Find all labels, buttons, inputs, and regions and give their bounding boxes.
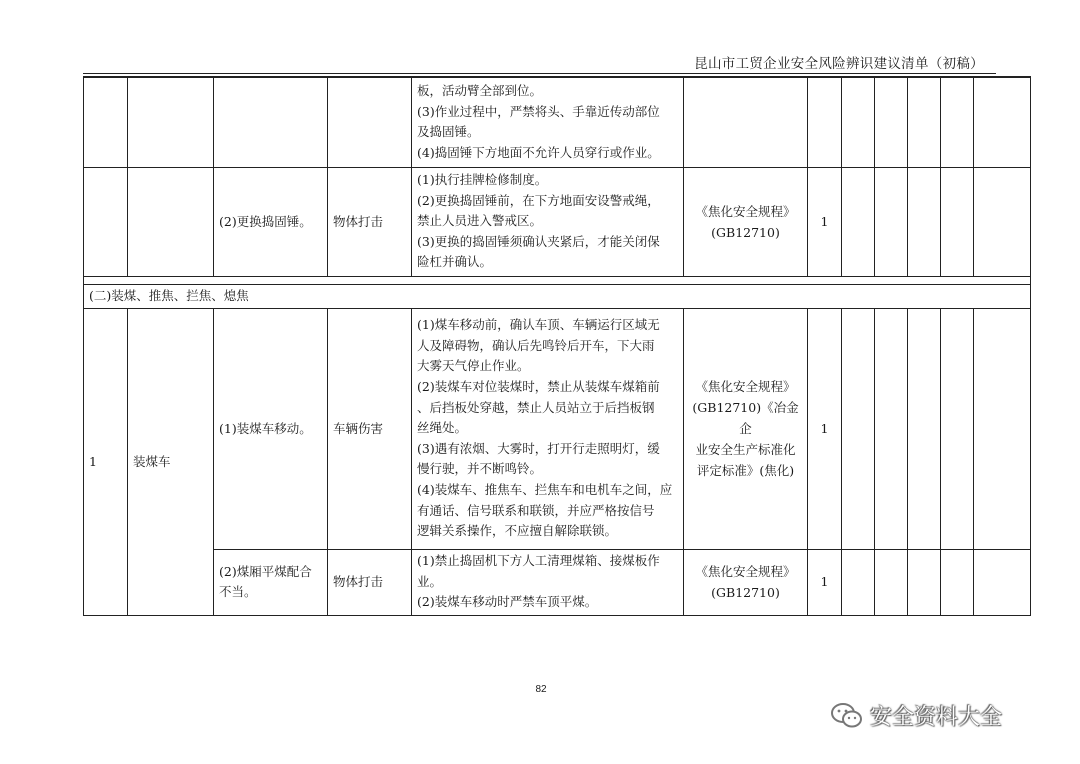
section-row [84,284,1031,308]
cell-blank [974,549,1031,615]
measure-line: 及捣固锤。 [417,124,480,140]
cell-equipment [128,77,214,167]
measure-line: 有通话、信号联系和联锁，并应严格按信号 [417,502,655,518]
page-number: 82 [535,684,547,695]
measure-line: (2)更换捣固锤前，在下方地面安设警戒绳， [417,192,660,208]
cell-level: 1 [808,549,842,615]
table-row-continued [84,77,1031,167]
cell-blank [974,77,1031,167]
cell-blank [908,308,941,549]
measure-line: 逻辑关系操作，不应擅自解除联锁。 [417,523,618,539]
header-rule [83,73,996,74]
basis-line: (GB12710)《冶金企 [692,400,799,436]
cell-basis [684,308,808,549]
basis-line: 《焦化安全规程》 [695,379,796,394]
cell-hazard: 车辆伤害 [328,308,412,549]
cell-measures [412,308,684,549]
table-row-flat-coal [84,549,1031,615]
cell-basis [684,77,808,167]
cell-blank [941,167,974,276]
cell-blank [941,549,974,615]
cell-basis [684,549,808,615]
measure-line: 板，活动臂全部到位。 [417,83,543,99]
measure-line: (3)作业过程中，严禁将头、手靠近传动部位 [417,103,660,119]
document-header-title: 昆山市工贸企业安全风险辨识建议清单（初稿） [694,56,984,72]
measure-line: (3)更换的捣固锤须确认夹紧后，才能关闭保 [417,233,660,249]
measure-line: 险杠并确认。 [417,254,493,270]
cell-blank [974,167,1031,276]
measure-line: 人及障碍物，确认后先鸣铃后开车，下大雨 [417,337,655,353]
cell-equipment: 装煤车 [128,308,214,615]
cell-level: 1 [808,308,842,549]
cell-blank [941,77,974,167]
measure-line: 、后挡板处穿越，禁止人员站立于后挡板钢 [417,399,655,415]
measure-line: (1)煤车移动前，确认车顶、车辆运行区域无 [417,317,660,333]
watermark-text: 安全资料大全 [870,705,1003,730]
table-row-replace-hammer [84,167,1031,276]
cell-blank [842,77,875,167]
measure-line: 禁止人员进入警戒区。 [417,213,543,229]
cell-step: (2)更换捣固锤。 [214,167,328,276]
basis-line: (GB12710) [711,224,780,240]
basis-line: 业安全生产标准化 [695,442,796,457]
cell-measures [412,549,684,615]
cell-blank [941,308,974,549]
cell-step [214,77,328,167]
cell-blank [875,308,908,549]
measure-line: (4)装煤车、推焦车、拦焦车和电机车之间，应 [417,481,673,497]
cell-index [84,167,128,276]
cell-blank [875,77,908,167]
basis-line: 《焦化安全规程》 [695,564,796,579]
basis-line: 评定标准》(焦化) [696,463,795,478]
cell-blank [908,167,941,276]
cell-blank [875,549,908,615]
measure-line: (1)禁止捣固机下方人工清理煤箱、接煤板作 [417,553,660,569]
cell-level [808,77,842,167]
risk-table [83,76,1031,616]
cell-step: (1)装煤车移动。 [214,308,328,549]
section-title: (二)装煤、推焦、拦焦、熄焦 [84,284,1031,308]
table-row-spacer [84,276,1031,284]
cell-basis [684,167,808,276]
cell-blank [842,549,875,615]
measure-line: (1)执行挂牌检修制度。 [417,172,548,188]
measure-line: (2)装煤车对位装煤时，禁止从装煤车煤箱前 [417,379,660,395]
cell-blank [842,167,875,276]
measure-line: (4)捣固锤下方地面不允许人员穿行或作业。 [417,144,660,160]
watermark [830,700,1002,731]
cell-equipment [128,167,214,276]
table-row-coal-car-move [84,308,1031,549]
measure-line: 大雾天气停止作业。 [417,358,530,374]
cell-index [84,77,128,167]
measure-line: (2)装煤车移动时严禁车顶平煤。 [417,594,598,610]
basis-line: 《焦化安全规程》 [695,203,796,219]
cell-blank [908,77,941,167]
cell-blank [842,308,875,549]
cell-hazard [328,77,412,167]
cell-hazard: 物体打击 [328,167,412,276]
measure-line: 丝绳处。 [417,420,468,436]
measure-line: 业。 [417,573,443,589]
cell-hazard: 物体打击 [328,549,412,615]
cell-blank [974,308,1031,549]
cell-index: 1 [84,308,128,615]
cell-step [214,549,328,615]
cell-measures [412,167,684,276]
cell-measures [412,77,684,167]
basis-line: (GB12710) [711,585,780,600]
step-line: 不当。 [219,584,257,599]
cell-blank [908,549,941,615]
spacer-cell [84,276,1031,284]
step-line: (2)煤厢平煤配合 [219,564,312,579]
wechat-icon [830,702,864,730]
cell-level: 1 [808,167,842,276]
measure-line: (3)遇有浓烟、大雾时，打开行走照明灯，缓 [417,440,660,456]
cell-blank [875,167,908,276]
measure-line: 慢行驶，并不断鸣铃。 [417,461,543,477]
